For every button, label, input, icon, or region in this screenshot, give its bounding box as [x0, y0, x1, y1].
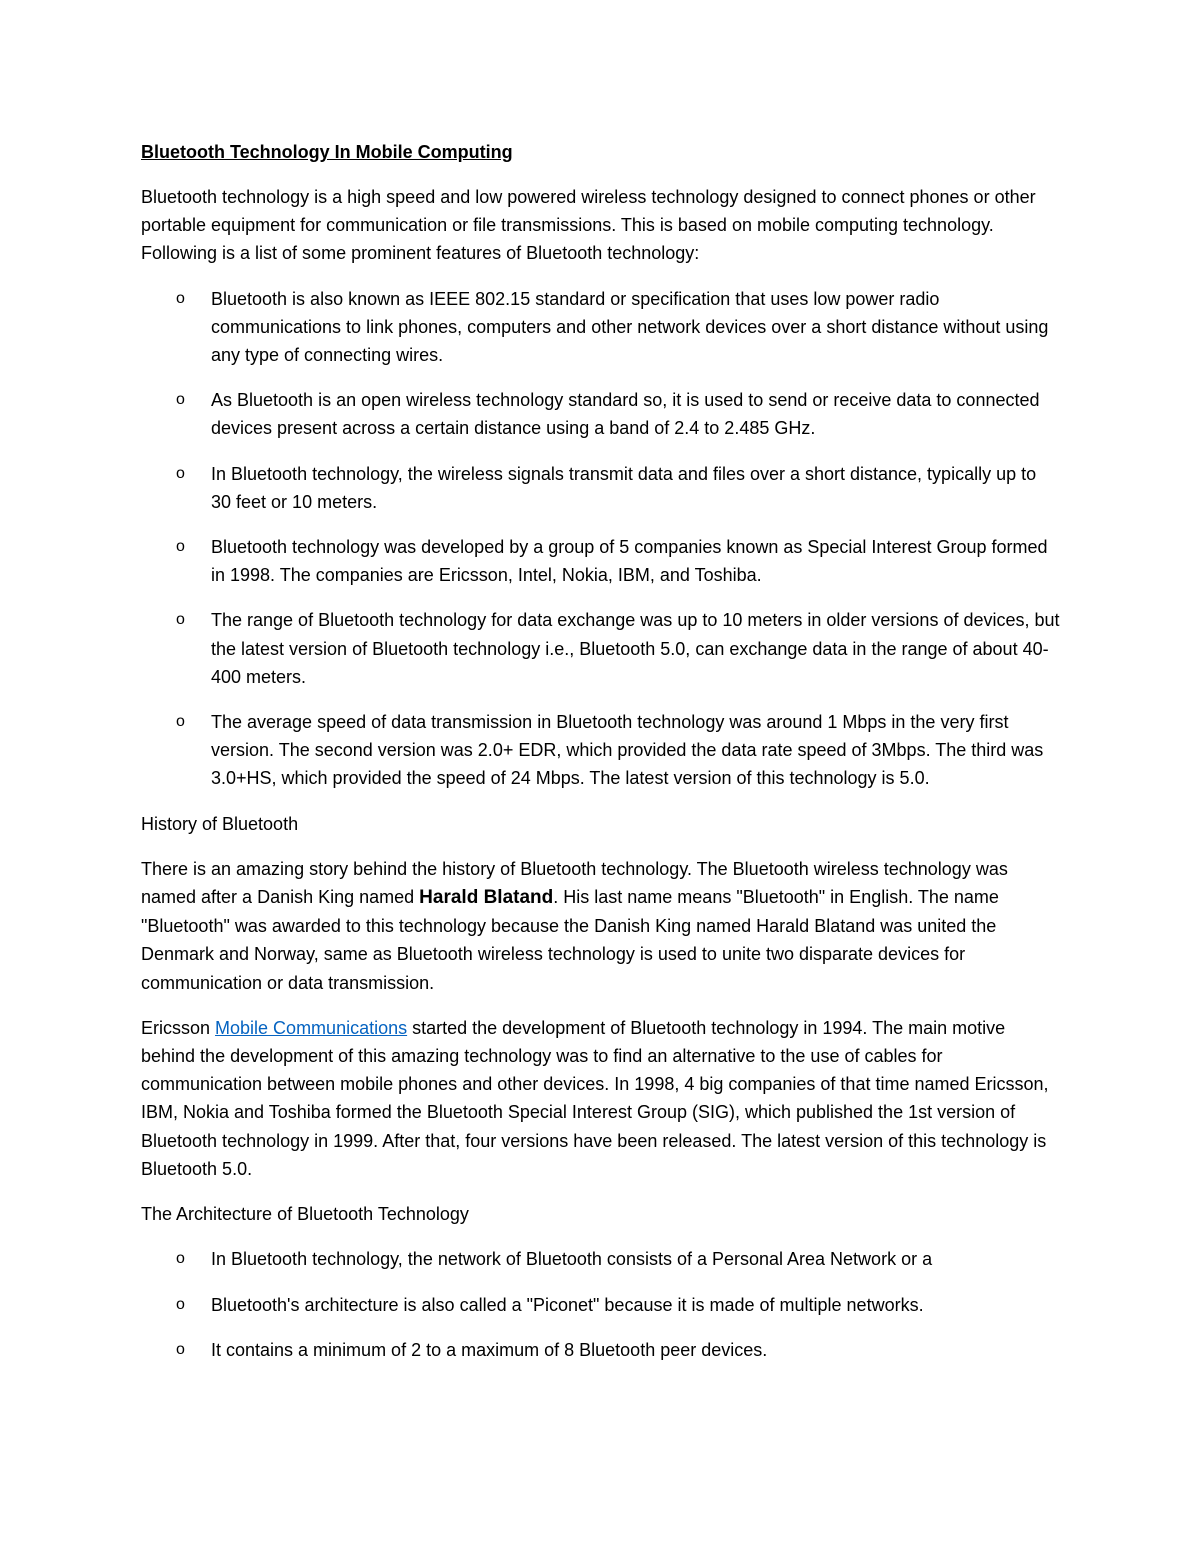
list-item: [141, 1291, 1061, 1319]
architecture-text: It contains a minimum of 2 to a maximum of 8 Bluetooth peer devices.: [211, 1339, 768, 1360]
feature-text: In Bluetooth technology, the wireless signals transmit data and files over a short distance, typically up to 30 feet or 10 meters.: [211, 463, 1037, 512]
list-item: [141, 708, 1061, 793]
architecture-text: Bluetooth's architecture is also called a "Piconet" because it is made of multiple networks.: [211, 1294, 924, 1315]
features-list: [141, 285, 1061, 793]
list-item: [141, 285, 1061, 370]
bullet-icon: o: [176, 391, 185, 409]
king-name: Harald Blatand: [419, 887, 554, 909]
bullet-icon: o: [176, 464, 185, 482]
architecture-list: [141, 1245, 1061, 1364]
bullet-icon: o: [176, 713, 185, 731]
document-title: Bluetooth Technology In Mobile Computing: [141, 142, 513, 162]
history-text-before: There is an amazing story behind the history of Bluetooth technology. The Bluetooth wireless technology was named after a Danish King named: [141, 858, 1008, 908]
feature-text: The range of Bluetooth technology for data exchange was up to 10 meters in older versions of devices, but the latest version of Bluetooth technology i.e., Bluetooth 5.0, can exchange data in the range of about 40-400 meters.: [211, 610, 1060, 687]
feature-text: Bluetooth is also known as IEEE 802.15 standard or specification that uses low power radio communications to link phones, computers and other network devices over a short distance without using any type of connecting wires.: [211, 288, 1049, 366]
bullet-icon: o: [176, 538, 185, 556]
history-paragraph-2: [141, 1014, 1061, 1183]
architecture-heading: The Architecture of Bluetooth Technology: [141, 1204, 469, 1225]
bullet-icon: o: [176, 1250, 185, 1268]
bullet-icon: o: [176, 289, 185, 307]
list-item: [141, 460, 1061, 516]
bullet-icon: o: [176, 1295, 185, 1313]
mobile-communications-link[interactable]: Mobile Communications: [215, 1017, 408, 1038]
history-text-after: . His last name means "Bluetooth" in English. The name "Bluetooth" was awarded to this technology because the Danish King named Harald Blatand was united the Denmark and Norway, same as Bluetooth wireless technology is used to unite two disparate devices for communication or data transmission.: [141, 887, 999, 993]
list-item: [141, 606, 1061, 691]
history-paragraph-1: [141, 855, 1061, 997]
list-item: [141, 1245, 1061, 1273]
bullet-icon: o: [176, 611, 185, 629]
history-text-before: Ericsson: [141, 1017, 216, 1038]
bullet-icon: o: [176, 1340, 185, 1358]
list-item: [141, 386, 1061, 442]
document-page: [141, 138, 1061, 1381]
architecture-text: In Bluetooth technology, the network of Bluetooth consists of a Personal Area Network or a: [211, 1249, 933, 1270]
history-text-after: started the development of Bluetooth technology in 1994. The main motive behind the development of this amazing technology was to find an alternative to the use of cables for communication between mobile phones and other devices. In 1998, 4 big companies of that time named Ericsson, IBM, Nokia and Toshiba formed the Bluetooth Special Interest Group (SIG), which published the 1st version of Bluetooth technology in 1999. After that, four versions have been released. The latest version of this technology is Bluetooth 5.0.: [141, 1017, 1049, 1179]
intro-paragraph: Bluetooth technology is a high speed and low powered wireless technology designed to connect phones or other portable equipment for communication or file transmissions. This is based on mobile computing technology. Following is a list of some prominent features of Bluetooth technology:: [141, 187, 1036, 264]
list-item: [141, 533, 1061, 589]
feature-text: Bluetooth technology was developed by a group of 5 companies known as Special Interest Group formed in 1998. The companies are Ericsson, Intel, Nokia, IBM, and Toshiba.: [211, 537, 1048, 586]
history-heading: History of Bluetooth: [141, 813, 299, 834]
feature-text: The average speed of data transmission in Bluetooth technology was around 1 Mbps in the very first version. The second version was 2.0+ EDR, which provided the data rate speed of 3Mbps. The third was 3.0+HS, which provided the speed of 24 Mbps. The latest version of this technology is 5.0.: [211, 712, 1044, 789]
feature-text: As Bluetooth is an open wireless technology standard so, it is used to send or receive data to connected devices present across a certain distance using a band of 2.4 to 2.485 GHz.: [211, 390, 1040, 439]
list-item: [141, 1336, 1061, 1364]
